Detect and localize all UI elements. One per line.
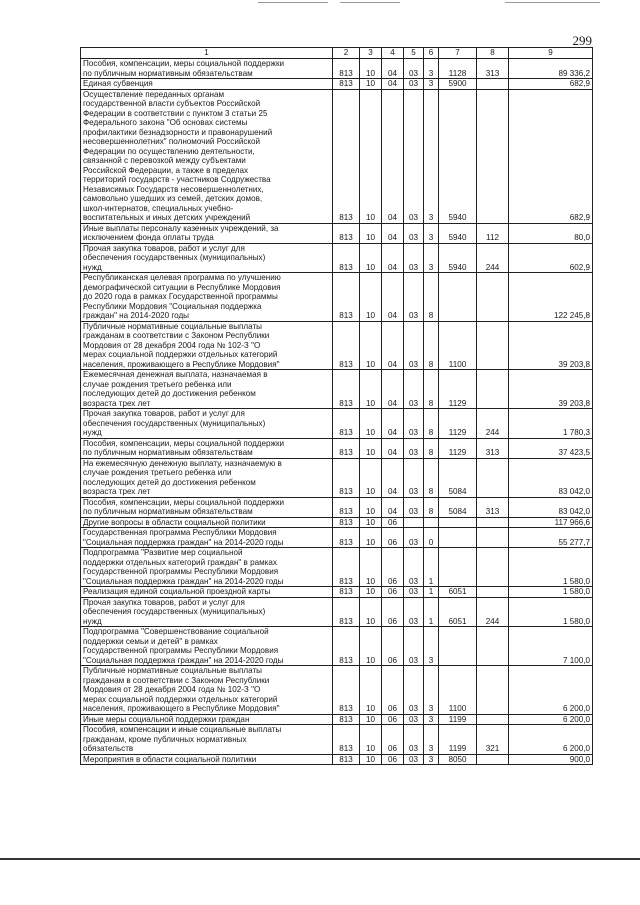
table-row [81,517,593,528]
row-cell-4: 04 [382,223,404,243]
row-cell-8: 313 [477,497,509,517]
table-row [81,89,593,223]
row-cell-4: 06 [382,528,404,548]
row-description: Другие вопросы в области социальной политики [81,517,333,528]
row-cell-8: 321 [477,725,509,755]
table-row [81,714,593,725]
row-cell-7: 5084 [439,458,477,497]
row-cell-5: 03 [404,273,424,322]
table-row [81,497,593,517]
row-cell-6: 3 [424,725,439,755]
row-cell-8 [477,627,509,666]
row-cell-8: 313 [477,59,509,79]
row-description: Осуществление переданных органам государственной власти субъектов Российской Федерации в соответствии с пунктом 3 статьи 25 Федерального закона "Об основах системы профилактики безнадзорности и правонарушений несовершеннолетних" полномочий Российской Федерации по осуществлению деятельности, связанной с перевозкой между субъектами Российской Федерации, а также в пределах территорий государств - участников Содружества Независимых Государств несовершеннолетних, самовольно ушедших из семей, детских домов, школ-интернатов, специальных учебно- воспитательных и иных детских учреждений [81,89,333,223]
column-header: 2 [333,48,360,59]
row-cell-5: 03 [404,627,424,666]
row-cell-5: 03 [404,548,424,587]
row-cell-9: 39 203,8 [509,370,593,409]
row-cell-8 [477,79,509,90]
row-cell-7: 1199 [439,714,477,725]
row-cell-2: 813 [333,528,360,548]
row-cell-7: 5940 [439,89,477,223]
row-cell-4: 04 [382,79,404,90]
row-cell-9: 1 780,3 [509,409,593,439]
row-cell-2: 813 [333,517,360,528]
row-cell-2: 813 [333,497,360,517]
row-cell-3: 10 [360,597,382,627]
row-cell-8: 244 [477,597,509,627]
row-cell-5: 03 [404,79,424,90]
row-cell-6: 8 [424,458,439,497]
row-cell-2: 813 [333,666,360,715]
budget-table [80,47,593,765]
row-cell-5: 03 [404,666,424,715]
row-cell-6: 0 [424,528,439,548]
row-cell-3: 10 [360,725,382,755]
row-cell-9: 83 042,0 [509,458,593,497]
row-cell-7: 6051 [439,587,477,598]
row-cell-8 [477,273,509,322]
row-cell-5: 03 [404,438,424,458]
row-cell-8: 112 [477,223,509,243]
row-cell-5: 03 [404,370,424,409]
table-row [81,528,593,548]
row-cell-7: 1100 [439,321,477,370]
scan-edge-line [0,858,640,860]
row-cell-8 [477,587,509,598]
row-cell-5: 03 [404,597,424,627]
row-cell-8 [477,754,509,765]
scan-artifact [505,2,600,3]
row-cell-7: 8050 [439,754,477,765]
table-row [81,438,593,458]
row-cell-3: 10 [360,223,382,243]
row-description: Ежемесячная денежная выплата, назначаемая в случае рождения третьего ребенка или последующих детей до достижения ребенком возраста трех лет [81,370,333,409]
row-cell-5: 03 [404,587,424,598]
row-cell-5: 03 [404,223,424,243]
row-cell-9: 900,0 [509,754,593,765]
table-row [81,754,593,765]
row-cell-5: 03 [404,754,424,765]
row-cell-9: 1 580,0 [509,548,593,587]
row-description: Мероприятия в области социальной политики [81,754,333,765]
column-header: 5 [404,48,424,59]
row-cell-5 [404,517,424,528]
row-cell-9: 37 423,5 [509,438,593,458]
column-header: 1 [81,48,333,59]
row-cell-9: 83 042,0 [509,497,593,517]
column-header: 3 [360,48,382,59]
row-cell-4: 06 [382,627,404,666]
row-cell-6: 3 [424,627,439,666]
row-cell-4: 04 [382,458,404,497]
row-cell-6: 3 [424,714,439,725]
row-cell-4: 04 [382,370,404,409]
row-cell-2: 813 [333,587,360,598]
row-cell-8: 244 [477,409,509,439]
row-cell-3: 10 [360,243,382,273]
row-cell-2: 813 [333,321,360,370]
row-cell-6: 8 [424,409,439,439]
row-cell-6: 1 [424,548,439,587]
row-cell-9: 55 277,7 [509,528,593,548]
table-row [81,79,593,90]
row-cell-7 [439,627,477,666]
row-cell-6: 3 [424,59,439,79]
row-cell-2: 813 [333,79,360,90]
row-cell-4: 06 [382,597,404,627]
row-cell-3: 10 [360,666,382,715]
table-row [81,548,593,587]
row-cell-5: 03 [404,725,424,755]
row-description: Единая субвенция [81,79,333,90]
row-cell-9: 6 200,0 [509,714,593,725]
table-row [81,321,593,370]
row-cell-6: 1 [424,587,439,598]
row-cell-2: 813 [333,597,360,627]
table-row [81,243,593,273]
row-description: Пособия, компенсации, меры социальной поддержки по публичным нормативным обязательствам [81,497,333,517]
row-cell-6: 3 [424,243,439,273]
row-cell-6 [424,517,439,528]
row-cell-7: 1129 [439,438,477,458]
column-header: 6 [424,48,439,59]
row-description: Подпрограмма "Совершенствование социальной поддержки семьи и детей" в рамках Государственной программы Республики Мордовия "Социальная поддержка граждан" на 2014-2020 годы [81,627,333,666]
row-description: Публичные нормативные социальные выплаты гражданам в соответствии с Законом Республики Мордовия от 28 декабря 2004 года № 102-З "О мерах социальной поддержки отдельных категорий населения, проживающего в Республике Мордовия" [81,321,333,370]
row-cell-3: 10 [360,627,382,666]
page-number: 299 [572,33,592,48]
row-cell-2: 813 [333,59,360,79]
table-row [81,370,593,409]
row-cell-6: 8 [424,438,439,458]
row-cell-2: 813 [333,409,360,439]
row-cell-9: 122 245,8 [509,273,593,322]
row-cell-2: 813 [333,89,360,223]
row-cell-3: 10 [360,409,382,439]
row-cell-2: 813 [333,458,360,497]
column-header: 8 [477,48,509,59]
row-cell-3: 10 [360,714,382,725]
row-cell-7: 5084 [439,497,477,517]
row-cell-5: 03 [404,458,424,497]
row-cell-7: 1199 [439,725,477,755]
row-cell-9: 7 100,0 [509,627,593,666]
row-cell-2: 813 [333,370,360,409]
row-cell-8 [477,548,509,587]
row-cell-3: 10 [360,79,382,90]
row-description: Пособия, компенсации, меры социальной поддержки по публичным нормативным обязательствам [81,59,333,79]
row-cell-6: 8 [424,321,439,370]
column-header: 7 [439,48,477,59]
table-row [81,725,593,755]
row-cell-3: 10 [360,458,382,497]
row-cell-6: 8 [424,273,439,322]
table-row [81,273,593,322]
row-cell-9: 6 200,0 [509,666,593,715]
row-cell-4: 06 [382,517,404,528]
row-description: Реализация единой социальной проездной карты [81,587,333,598]
row-cell-8 [477,89,509,223]
row-cell-3: 10 [360,754,382,765]
table-header-row [81,48,593,59]
row-cell-5: 03 [404,89,424,223]
row-cell-2: 813 [333,243,360,273]
row-cell-8 [477,528,509,548]
row-cell-9: 80,0 [509,223,593,243]
row-cell-5: 03 [404,528,424,548]
row-cell-4: 04 [382,273,404,322]
row-cell-4: 04 [382,59,404,79]
row-cell-2: 813 [333,273,360,322]
row-cell-7: 5940 [439,223,477,243]
row-description: На ежемесячную денежную выплату, назначаемую в случае рождения третьего ребенка или последующих детей до достижения ребенком возраста трех лет [81,458,333,497]
row-cell-4: 06 [382,725,404,755]
column-header: 9 [509,48,593,59]
table-row [81,587,593,598]
row-cell-2: 813 [333,223,360,243]
row-cell-7 [439,528,477,548]
row-cell-4: 06 [382,587,404,598]
row-description: Иные меры социальной поддержки граждан [81,714,333,725]
row-cell-3: 10 [360,370,382,409]
row-cell-3: 10 [360,89,382,223]
row-cell-9: 117 966,6 [509,517,593,528]
row-cell-2: 813 [333,714,360,725]
row-cell-6: 3 [424,666,439,715]
row-cell-3: 10 [360,438,382,458]
row-description: Подпрограмма "Развитие мер социальной поддержки отдельных категорий граждан" в рамках Государственной программы Республики Мордовия "Социальная поддержка граждан" на 2014-2020 годы [81,548,333,587]
row-description: Прочая закупка товаров, работ и услуг для обеспечения государственных (муниципальных) нужд [81,243,333,273]
table-row [81,59,593,79]
row-cell-7: 5940 [439,243,477,273]
row-cell-3: 10 [360,273,382,322]
table-row [81,409,593,439]
row-cell-7 [439,273,477,322]
row-cell-5: 03 [404,243,424,273]
row-cell-7: 6051 [439,597,477,627]
row-cell-5: 03 [404,409,424,439]
row-cell-9: 682,9 [509,89,593,223]
row-cell-9: 1 580,0 [509,597,593,627]
row-cell-7 [439,517,477,528]
row-description: Республиканская целевая программа по улучшению демографической ситуации в Республике Мордовия до 2020 года в рамках Государственной программы Республики Мордовия "Социальная поддержка граждан" на 2014-2020 годы [81,273,333,322]
row-cell-3: 10 [360,497,382,517]
scan-artifact [258,2,328,3]
row-cell-8: 313 [477,438,509,458]
row-cell-3: 10 [360,528,382,548]
row-description: Иные выплаты персоналу казенных учреждений, за исключением фонда оплаты труда [81,223,333,243]
row-description: Прочая закупка товаров, работ и услуг для обеспечения государственных (муниципальных) нужд [81,409,333,439]
row-cell-4: 04 [382,243,404,273]
row-cell-7: 1128 [439,59,477,79]
row-cell-6: 3 [424,79,439,90]
row-cell-4: 06 [382,754,404,765]
row-cell-6: 8 [424,497,439,517]
column-header: 4 [382,48,404,59]
row-cell-2: 813 [333,754,360,765]
row-cell-9: 6 200,0 [509,725,593,755]
row-cell-8 [477,321,509,370]
row-cell-2: 813 [333,725,360,755]
row-cell-2: 813 [333,627,360,666]
row-cell-9: 602,9 [509,243,593,273]
table-row [81,597,593,627]
row-cell-8 [477,458,509,497]
row-cell-3: 10 [360,548,382,587]
row-cell-2: 813 [333,548,360,587]
row-cell-2: 813 [333,438,360,458]
row-cell-3: 10 [360,517,382,528]
row-cell-8 [477,370,509,409]
row-description: Публичные нормативные социальные выплаты гражданам в соответствии с Законом Республики Мордовия от 28 декабря 2004 года № 102-З "О мерах социальной поддержки отдельных категорий населения, проживающего в Республике Мордовия" [81,666,333,715]
row-cell-9: 39 203,8 [509,321,593,370]
row-cell-4: 04 [382,497,404,517]
row-cell-4: 06 [382,666,404,715]
row-cell-7: 1100 [439,666,477,715]
table-body [81,59,593,765]
row-cell-4: 04 [382,89,404,223]
row-cell-3: 10 [360,59,382,79]
row-cell-5: 03 [404,59,424,79]
row-cell-4: 04 [382,438,404,458]
row-cell-6: 3 [424,223,439,243]
table-row [81,458,593,497]
row-cell-6: 1 [424,597,439,627]
row-cell-8 [477,517,509,528]
row-cell-8 [477,714,509,725]
row-cell-6: 8 [424,370,439,409]
row-cell-9: 1 580,0 [509,587,593,598]
row-cell-6: 3 [424,754,439,765]
table-row [81,666,593,715]
table-row [81,223,593,243]
row-description: Государственная программа Республики Мордовия "Социальная поддержка граждан" на 2014-2020 годы [81,528,333,548]
row-cell-7: 1129 [439,370,477,409]
row-cell-4: 06 [382,714,404,725]
scan-artifact [340,2,400,3]
row-cell-9: 89 336,2 [509,59,593,79]
row-cell-5: 03 [404,321,424,370]
row-description: Пособия, компенсации и иные социальные выплаты гражданам, кроме публичных нормативных обязательств [81,725,333,755]
row-cell-3: 10 [360,587,382,598]
row-cell-8: 244 [477,243,509,273]
table-row [81,627,593,666]
row-cell-4: 04 [382,321,404,370]
row-description: Прочая закупка товаров, работ и услуг для обеспечения государственных (муниципальных) нужд [81,597,333,627]
row-cell-6: 3 [424,89,439,223]
row-cell-7: 1129 [439,409,477,439]
row-cell-7: 5900 [439,79,477,90]
row-cell-4: 04 [382,409,404,439]
row-cell-3: 10 [360,321,382,370]
row-cell-7 [439,548,477,587]
row-cell-5: 03 [404,714,424,725]
row-cell-4: 06 [382,548,404,587]
row-description: Пособия, компенсации, меры социальной поддержки по публичным нормативным обязательствам [81,438,333,458]
row-cell-5: 03 [404,497,424,517]
row-cell-8 [477,666,509,715]
row-cell-9: 682,9 [509,79,593,90]
